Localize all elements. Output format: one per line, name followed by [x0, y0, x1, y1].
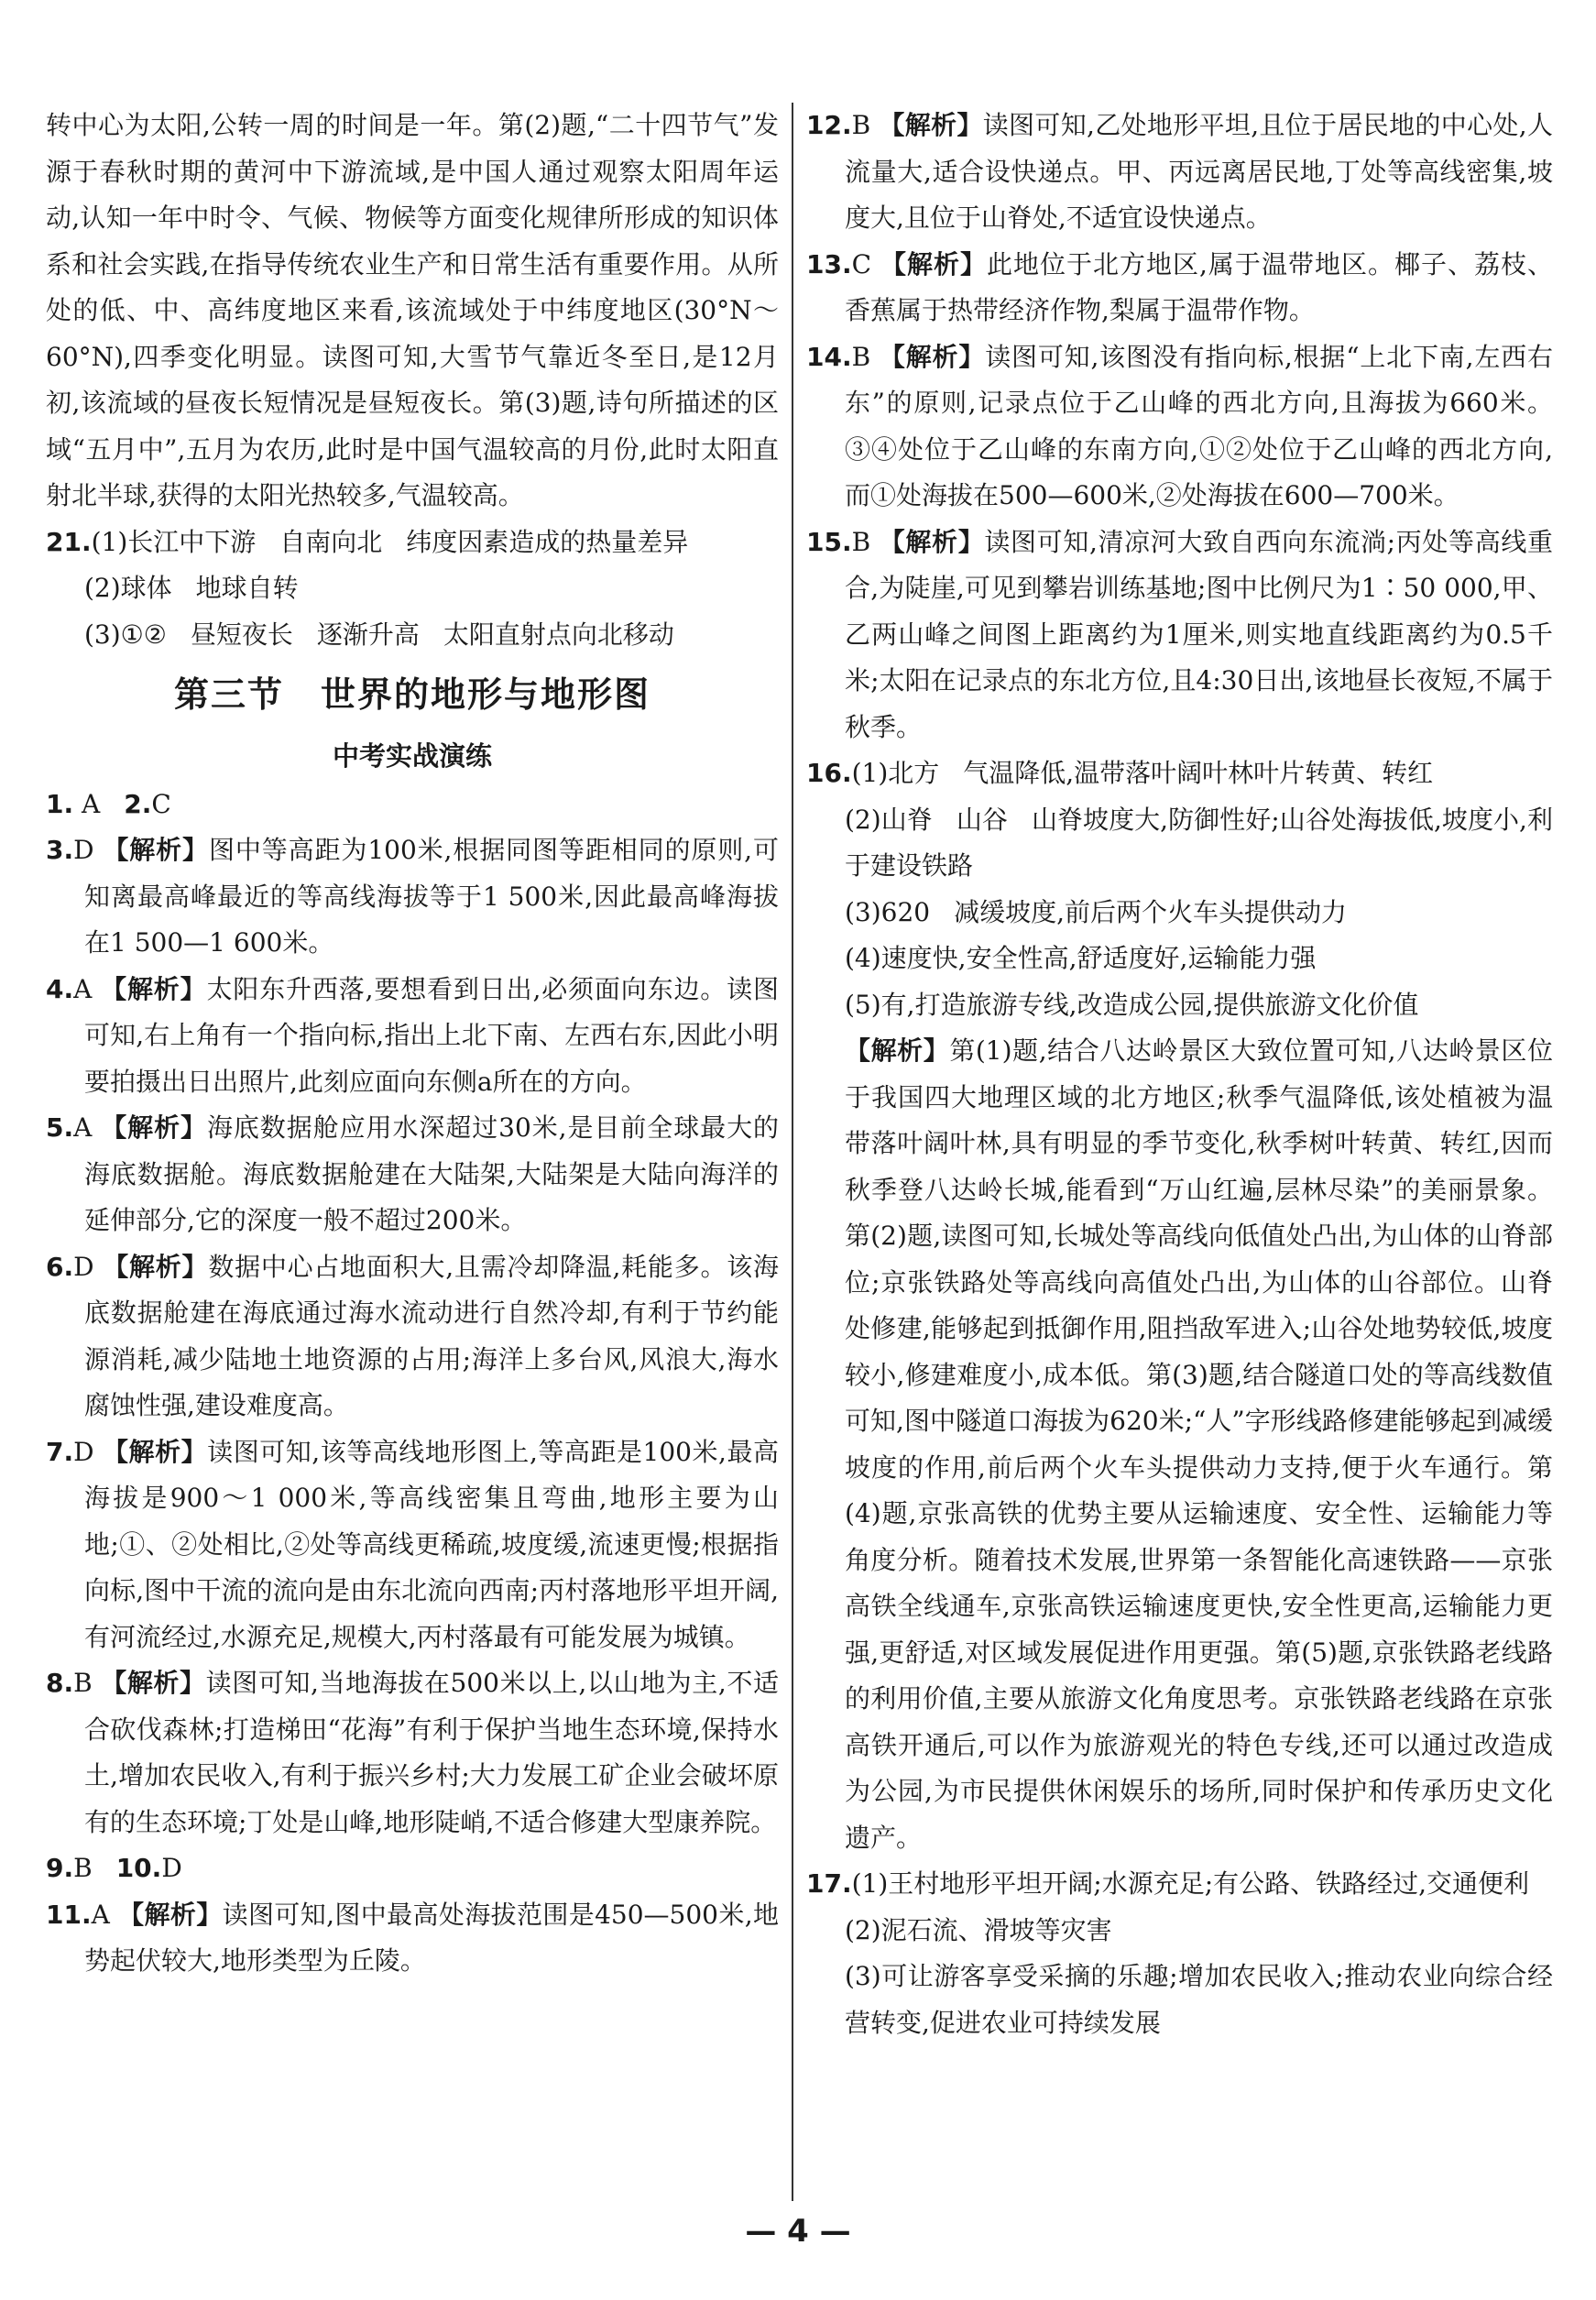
left-column: [46, 103, 779, 1985]
continued-explanation: 转中心为太阳,公转一周的时间是一年。第(2)题,“二十四节气”发源于春秋时期的黄河中下游流域,是中国人通过观察太阳周年运动,认知一年中时令、气候、物候等方面变化规律所形成的知识体系和社会实践,在指导传统农业生产和日常生活有重要作用。从所处的低、中、高纬度地区来看,该流域处于中纬度地区(30°N～60°N),四季变化明显。读图可知,大雪节气靠近冬至日,是12月初,该流域的昼夜长短情况是昼短夜长。第(3)题,诗句所描述的区域“五月中”,五月为农历,此时是中国气温较高的月份,此时太阳直射北半球,获得的太阳光热较多,气温较高。: [46, 110, 779, 510]
question-12: 12.B 【解析】读图可知,乙处地形平坦,且位于居民地的中心处,人流量大,适合设快递点。甲、丙远离居民地,丁处等高线密集,坡度大,且位于山脊处,不适宜设快递点。: [806, 110, 1553, 233]
page-number: — 4 —: [745, 2213, 851, 2250]
column-divider: [792, 103, 793, 2201]
question-13: 13.C 【解析】此地位于北方地区,属于温带地区。椰子、荔枝、香蕉属于热带经济作物,梨属于温带作物。: [806, 248, 1553, 325]
question-14: 14.B 【解析】读图可知,该图没有指向标,根据“上北下南,左西右东”的原则,记录点位于乙山峰的西北方向,且海拔为660米。③④处位于乙山峰的东南方向,①②处位于乙山峰的西北方向,而①处海拔在500—600米,②处海拔在600—700米。: [806, 341, 1553, 510]
question-4: 4.A 【解析】太阳东升西落,要想看到日出,必须面向东边。读图可知,右上角有一个指向标,指出上北下南、左西右东,因此小明要拍摄出日出照片,此刻应面向东侧a所在的方向。: [46, 973, 779, 1097]
question-5: 5.A 【解析】海底数据舱应用水深超过30米,是目前全球最大的海底数据舱。海底数据舱建在大陆架,大陆架是大陆向海洋的延伸部分,它的深度一般不超过200米。: [46, 1112, 779, 1235]
question-1-2: 1. A 2.C: [46, 788, 171, 819]
question-8: 8.B 【解析】读图可知,当地海拔在500米以上,以山地为主,不适合砍伐森林;打造梯田“花海”有利于保护当地生态环境,保持水土,增加农民收入,有利于振兴乡村;大力发展工矿企业会破坏原有的生态环境;丁处是山峰,地形陡峭,不适合修建大型康养院。: [46, 1668, 779, 1837]
answer-line-3: (3)①②: [84, 619, 167, 650]
question-16-explanation: 【解析】第(1)题,结合八达岭景区大致位置可知,八达岭景区位于我国四大地理区域的北方地区;秋季气温降低,该处植被为温带落叶阔叶林,具有明显的季节变化,秋季树叶转黄、转红,因而秋季登八达岭长城,能看到“万山红遍,层林尽染”的美丽景象。第(2)题,读图可知,长城处等高线向低值处凸出,为山体的山脊部位;京张铁路处等高线向高值处凸出,为山体的山谷部位。山脊处修建,能够起到抵御作用,阻挡敌军进入;山谷处地势较低,坡度较小,修建难度小,成本低。第(3)题,结合隧道口处的等高线数值可知,图中隧道口海拔为620米;“人”字形线路修建能够起到减缓坡度的作用,前后两个火车头提供动力支持,便于火车通行。第(4)题,京张高铁的优势主要从运输速度、安全性、运输能力等角度分析。随着技术发展,世界第一条智能化高速铁路——京张高铁全线通车,京张高铁运输速度更快,安全性更高,运输能力更强,更舒适,对区域发展促进作用更强。第(5)题,京张铁路老线路的利用价值,主要从旅游文化角度思考。京张铁路老线路在京张高铁开通后,可以作为旅游观光的特色专线,还可以通过改造成为公园,为市民提供休闲娱乐的场所,同时保护和传承历史文化遗产。: [845, 1035, 1553, 1853]
question-17: 17.(1)王村地形平坦开阔;水源充足;有公路、铁路经过,交通便利 (2)泥石流、滑坡等灾害 (3)可让游客享受采摘的乐趣;增加农民收入;推动农业向综合经营转变,促进农业可持续发展: [806, 1868, 1553, 2038]
question-3: 3.D 【解析】图中等高距为100米,根据同图等距相同的原则,可知离最高峰最近的等高线海拔等于1 500米,因此最高峰海拔在1 500—1 600米。: [46, 835, 779, 958]
right-column: [806, 103, 1553, 2046]
question-7: 7.D 【解析】读图可知,该等高线地形图上,等高距是100米,最高海拔是900～1 000米,等高线密集且弯曲,地形主要为山地;①、②处相比,②处等高线更稀疏,坡度缓,流速更慢;根据指向标,图中干流的流向是由东北流向西南;丙村落地形平坦开阔,有河流经过,水源充足,规模大,丙村落最有可能发展为城镇。: [46, 1436, 779, 1652]
sub-title: 中考实战演练: [332, 740, 492, 772]
question-15: 15.B 【解析】读图可知,清凉河大致自西向东流淌;丙处等高线重合,为陡崖,可见到攀岩训练基地;图中比例尺为1∶50 000,甲、乙两山峰之间图上距离约为1厘米,则实地直线距离约为0.5千米;太阳在记录点的东北方位,且4:30日出,该地昼长夜短,不属于秋季。: [806, 526, 1553, 742]
question-9-10: 9.B 10.D: [46, 1853, 182, 1883]
question-16: 16.(1)北方 气温降低,温带落叶阔叶林叶片转黄、转红 (2)山脊 山谷 山脊坡度大,防御性好;山谷处海拔低,坡度小,利于建设铁路 (3)620 减缓坡度,前后两个火车头提供动力 (4)速度快,安全性高,舒适度好,运输能力强 (5)有,打造旅游专线,改造成公园,提供旅游文化价值 【解析】第(1)题,结合八达岭景区大致位置可知,八达岭景区位于我国四大地理区域的北方地区;秋季气温降低,该处植被为温带落叶阔叶林,具有明显的季节变化,秋季树叶转黄、转红,因而秋季登八达岭长城,能看到“万山红遍,层林尽染”的美丽景象。第(2)题,读图可知,长城处等高线向低值处凸出,为山体的山脊部位;京张铁路处等高线向高值处凸出,为山体的山谷部位。山脊处修建,能够起到抵御作用,阻挡敌军进入;山谷处地势较低,坡度较小,修建难度小,成本低。第(3)题,结合隧道口处的等高线数值可知,图中隧道口海拔为620米;“人”字形线路修建能够起到减缓坡度的作用,前后两个火车头提供动力支持,便于火车通行。第(4)题,京张高铁的优势主要从运输速度、安全性、运输能力等角度分析。随着技术发展,世界第一条智能化高速铁路——京张高铁全线通车,京张高铁运输速度更快,安全性更高,运输能力更强,更舒适,对区域发展促进作用更强。第(5)题,京张铁路老线路的利用价值,主要从旅游文化角度思考。京张铁路老线路在京张高铁开通后,可以作为旅游观光的特色专线,还可以通过改造成为公园,为市民提供休闲娱乐的场所,同时保护和传承历史文化遗产。: [806, 750, 1553, 1861]
question-6: 6.D 【解析】数据中心占地面积大,且需冷却降温,耗能多。该海底数据舱建在海底通过海水流动进行自然冷却,有利于节约能源消耗,减少陆地土地资源的占用;海洋上多台风,风浪大,海水腐蚀性强,建设难度高。: [46, 1251, 779, 1420]
answer-line-1: (1)长江中下游: [91, 526, 257, 557]
question-number: 21.: [46, 526, 92, 557]
section-title: 第三节 世界的地形与地形图: [173, 674, 650, 715]
answer-line-2: (2)球体: [84, 573, 172, 603]
question-11: 11.A 【解析】读图可知,图中最高处海拔范围是450—500米,地势起伏较大,地形类型为丘陵。: [46, 1899, 779, 1976]
question-21: 21.(1)长江中下游 自南向北 纬度因素造成的热量差异 (2)球体 地球自转 (3)①② 昼短夜长 逐渐升高 太阳直射点向北移动: [46, 526, 689, 650]
